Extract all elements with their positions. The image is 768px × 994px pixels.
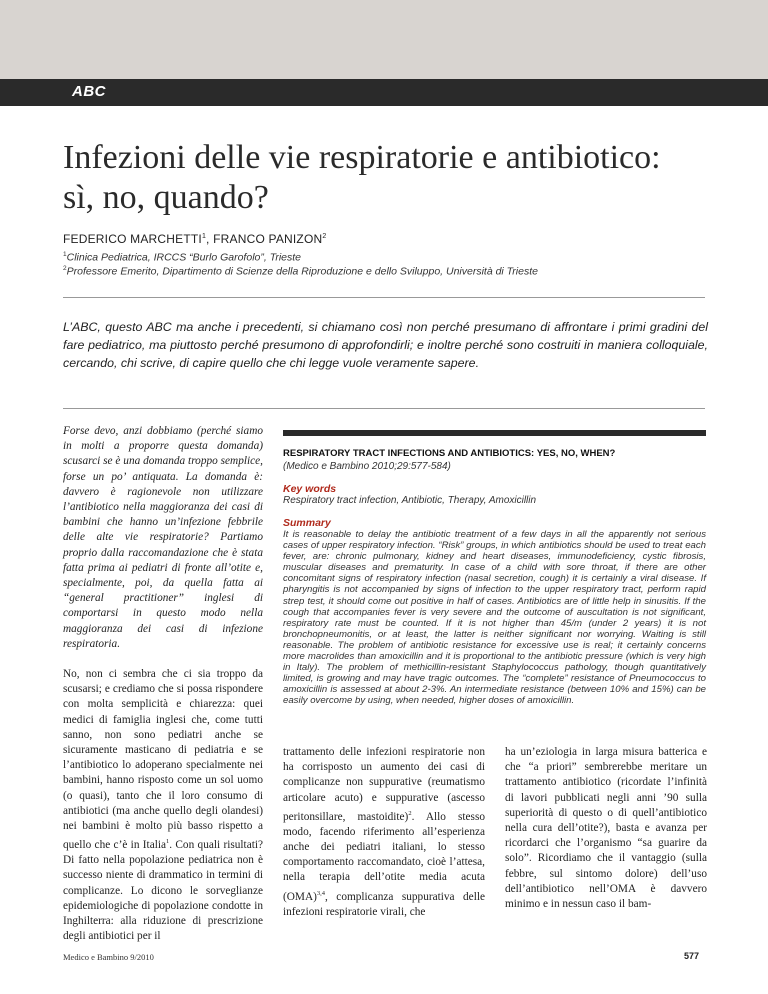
divider-bottom [63,408,705,409]
english-summary-box [283,430,706,707]
reference-1: 1 [166,838,170,846]
reference-3-4: 3,4 [316,889,326,897]
section-label: ABC [72,83,106,100]
authors [63,232,326,246]
author-separator: , [206,232,214,246]
author-1-sup: 1 [201,233,207,240]
abc-intro: L’ABC, questo ABC ma anche i precedenti, si chiamano così non perché presumano di affrontare i primi gradini del fare pediatrico, ma piuttosto perché presumono di approfondirli; e inoltre perché sono costruiti in maniera colloquiale, cercando, chi scrive, di capire quello che chi legge vuole veramente sapere. [63,320,708,370]
author-2: FRANCO PANIZON [213,232,323,246]
affiliation-2 [63,265,538,278]
summary-text: It is reasonable to delay the antibiotic treatment of a few days in all the apparently not serious cases of upper respiratory infection. “Risk” groups, in which antibiotics should be used to treat each fever, are: chronic pulmonary, kidney and heart diseases, immunodeficiency, cystic fibrosis, muscular diseases and prematurity. In case of a child with sore throat, if there are other concomitant signs of respiratory infection (nasal secretion, cough) it is certainly a viral disease. If pharyngitis is not accompanied by signs of infection to the upper respiratory tract, perform rapid strep test, it should come out positive in half of cases. Antibiotics are of little help in sinusitis. If the cough that accompanies fever is very severe and the outcome of auscultation is not significant, respiratory rate must be counted. If it is not higher than 45/m (under 2 years) it is not bronchopneumonitis, or at least, the latter is neither significant nor worrying. Waiting is still reasonable. The problem of antibiotic resistance for excessive use is real; it certainly concerns more macrolides than amoxicillin and it is proportional to the antibiotic pressure (which is very high in Italy). The problem of methicillin-resistant Staphylococcus pathology, though quantitatively limited, is growing and may have tragic outcomes. The “complete” resistance of Pneumococcus to amoxicillin is assessed at about 2-3%. An intermediate resistance (between 10% and 15%) can be easily overcome by using, when needed, higher doses of amoxicillin. [283,529,706,707]
body-paragraph-3: ha un’eziologia in larga misura batterica e che “a priori” sembrerebbe meritare un trattamento antibiotico (ricordate l’infinità di lavori pubblicati negli anni ’90 sulla superiorità di questo o di quell’antibiotico nella cura dell’otite?), basta e avanza per ricordarci che l’organismo “sa guarire da solo”. Ricordiamo che il vantaggio (sulla febbre, sul sintomo dolore) dell’uso dell’antibiotico nell’OMA è davvero minimo e in nessun caso il bam- [505,746,707,911]
column-middle [283,745,485,920]
body-paragraph-2-c: , complicanza suppurativa delle infezioni respiratorie virali, che [283,890,485,918]
citation: (Medico e Bambino 2010;29:577-584) [283,461,451,472]
reference-2: 2 [408,809,412,817]
keywords-heading: Key words [283,483,337,495]
column-left [63,424,263,944]
affiliation-2-sup: 2 [63,265,67,272]
affiliation-1-text: Clinica Pediatrica, IRCCS “Burlo Garofolo”, Trieste [66,251,302,264]
affiliation-1 [63,251,301,264]
lead-paragraph: Forse devo, anzi dobbiamo (perché siamo in molti a proporre questa domanda) scusarci se è una domanda troppo semplice, forse un po’ antiquata. La domanda è: davvero è ragionevole non utilizzare l’antibiotico nella maggioranza dei casi di bambini che hanno un’infezione febbrile delle alte vie respiratorie? Partiamo proprio dalla raccomandazione che è stata fatta prima ai pediatri di fronte all’otite e, specialmente, poi, da quella fatta ai “general practitioner” inglesi di comportarsi in questo modo nella maggioranza dei casi di infezione respiratoria. [63,425,263,650]
divider-top [63,297,705,298]
body-paragraph-1-end: . Con quali risultati? Di fatto nella popolazione pediatrica non è successo niente di drammatico in termini di complicanze. Lo dicono le sorveglianze epidemiologiche di popolazione condotte in Inghilterra: alla riduzione di prescrizione degli antibiotici per il [63,839,263,943]
author-2-sup: 2 [322,233,327,240]
title-line-1: Infezioni delle vie respiratorie e antibiotico: [63,139,661,176]
keywords: Respiratory tract infection, Antibiotic, Therapy, Amoxicillin [283,495,537,506]
author-1: FEDERICO MARCHETTI [63,232,202,246]
section-stripe [0,79,768,106]
article-title [63,138,743,218]
body-paragraph-1 [63,667,263,944]
summary-heading: Summary [283,517,331,529]
summary-rule [283,430,706,436]
column-right [505,745,707,912]
body-paragraph-2 [283,745,485,920]
body-paragraph-1-text: No, non ci sembra che ci sia troppo da scusarsi; e crediamo che si possa rispondere con molta semplicità e chiarezza: quei medici di famiglia inglesi che, come tutti sanno, non sono pediatri anche se sicuramente masticano di pediatria e se l’antibiotico lo adoperano specialmente nei bambini, hanno risposto come un sol uomo (o quasi), tanto che il loro consumo di antibiotici (ma anche quello degli olandesi) nei bambini è molto più basso rispetto a quello che c’è in Italia [63,668,263,852]
english-title: RESPIRATORY TRACT INFECTIONS AND ANTIBIOTICS: YES, NO, WHEN? [283,448,616,459]
page-number: 577 [684,951,700,961]
affiliation-2-text: Professore Emerito, Dipartimento di Scienze della Riproduzione e dello Sviluppo, Università di Trieste [66,265,538,278]
footer-journal: Medico e Bambino 9/2010 [63,952,154,962]
body-paragraph-2-b: . Allo stesso modo, facendo riferimento all’esperienza anche dei pediatri italiani, lo stesso comportamento raccomandato, cioè l’attesa, nella terapia dell’otite media acuta (OMA) [283,810,485,903]
title-line-2: sì, no, quando? [63,179,269,216]
body-paragraph-2-a: trattamento delle infezioni respiratorie non ha corrisposto un aumento dei casi di complicanze non suppurative (reumatismo articolare acuto) e suppurative (ascesso peritonsillare, mastoidite) [283,746,485,823]
affiliation-1-sup: 1 [63,251,67,258]
